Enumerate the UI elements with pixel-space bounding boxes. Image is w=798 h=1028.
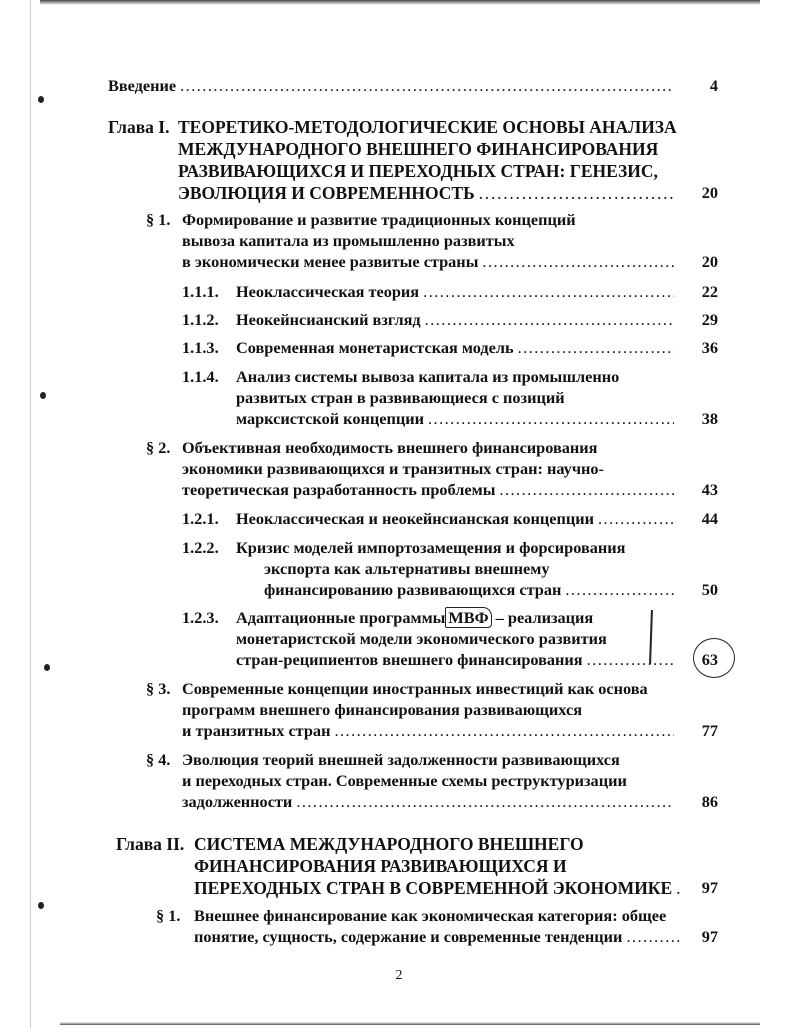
subsection-label: 1.2.3. (182, 608, 219, 627)
toc-page-number: 43 (701, 480, 718, 499)
toc-page-number: 22 (701, 282, 718, 301)
chapter-title-line: МЕЖДУНАРОДНОГО ВНЕШНЕГО ФИНАНСИРОВАНИЯ (178, 139, 659, 159)
toc-page-number: 44 (701, 509, 718, 528)
section-label: § 3. (146, 679, 171, 698)
subsection-label: 1.1.4. (182, 367, 219, 386)
leader-dots (565, 579, 674, 600)
leader-dots (479, 182, 674, 204)
section-title-line: и переходных стран. Современные схемы реструктуризации (182, 771, 627, 790)
chapter-title-line: ФИНАНСИРОВАНИЯ РАЗВИВАЮЩИХСЯ И (194, 856, 567, 876)
toc-page-number: 29 (701, 310, 718, 329)
toc-page-number: 4 (709, 76, 718, 95)
leader-dots (499, 479, 674, 500)
subsection-title-line: монетаристской модели экономического развития (236, 629, 607, 648)
page-number-footer: 2 (395, 968, 403, 983)
section-title-line: Формирование и развитие традиционных концепций (182, 210, 576, 229)
subsection-title-line: – реализация (495, 608, 594, 627)
subsection-title-line: Неоклассическая теория (236, 282, 420, 301)
subsection-label: 1.1.1. (182, 282, 219, 301)
chapter-title-line: РАЗВИВАЮЩИХСЯ И ПЕРЕХОДНЫХ СТРАН: ГЕНЕЗИС, (178, 161, 658, 181)
section-label: § 4. (146, 750, 171, 769)
leader-dots (334, 720, 674, 741)
subsection-label: 1.1.3. (182, 338, 219, 357)
toc-entry-intro (108, 75, 718, 96)
leader-dots (587, 649, 674, 670)
leader-dots (518, 337, 674, 358)
subsection-title-line: экспорта как альтернативы внешнему (264, 559, 550, 578)
subsection-title-line: Кризис моделей импортозамещения и форсирования (236, 538, 626, 557)
subsection-title-line: Современная монетаристская модель (236, 338, 514, 357)
section-title-line: Объективная необходимость внешнего финансирования (182, 438, 598, 457)
subsection-title-line: Неокейнсианский взгляд (236, 310, 421, 329)
subsection-label: 1.1.2. (182, 310, 219, 329)
subsection-title-line: финансированию развивающихся стран (264, 580, 562, 599)
subsection-title-line: Неоклассическая и неокейнсианская концепции (236, 509, 594, 528)
leader-dots (626, 926, 682, 947)
chapter-title-line: ЭВОЛЮЦИЯ И СОВРЕМЕННОСТЬ (178, 183, 475, 203)
subsection-title-line: стран-реципиентов внешнего финансирования (236, 650, 583, 669)
toc-page-number: 97 (701, 927, 718, 946)
section-title-line: и транзитных стран (182, 721, 331, 740)
section-title-line: экономики развивающихся и транзитных стран: научно- (182, 459, 604, 478)
scan-top-edge (40, 0, 760, 5)
section-label: § 1. (146, 210, 171, 229)
leader-dots (425, 309, 674, 330)
margin-speck (38, 96, 44, 103)
section-label: § 1. (156, 906, 181, 925)
section-title-line: Эволюция теорий внешней задолженности развивающихся (182, 750, 620, 769)
handwritten-box-annotation: МВФ (445, 607, 491, 628)
section-title-line: задолженности (182, 792, 293, 811)
subsection-title-line: развитых стран в развивающиеся с позиций (236, 388, 565, 407)
subsection-title-line: марксистской концепции (236, 409, 424, 428)
margin-speck (40, 392, 46, 399)
leader-dots (428, 408, 674, 429)
chapter-label: Глава I. (108, 117, 170, 137)
toc-page-number: 77 (701, 721, 718, 740)
leader-dots (180, 75, 672, 96)
section-title-line: Внешнее финансирование как экономическая категория: общее (194, 906, 667, 925)
toc-page-number: 86 (701, 792, 718, 811)
chapter-title-line: ПЕРЕХОДНЫХ СТРАН В СОВРЕМЕННОЙ ЭКОНОМИКЕ (194, 878, 673, 898)
toc-page-number: 50 (701, 580, 718, 599)
section-label: § 2. (146, 438, 171, 457)
subsection-label: 1.2.1. (182, 509, 219, 528)
leader-dots (296, 791, 674, 812)
chapter-label: Глава II. (116, 834, 185, 854)
toc-title: Введение (108, 76, 177, 95)
margin-speck (38, 902, 44, 909)
handwritten-circle-annotation (693, 638, 735, 678)
scan-bottom-edge (60, 1022, 760, 1025)
section-title-line: программ внешнего финансирования развивающихся (182, 700, 583, 719)
subsection-label: 1.2.2. (182, 538, 219, 557)
toc-page-number: 38 (701, 409, 718, 428)
section-title-line: вывоза капитала из промышленно развитых (182, 231, 515, 250)
leader-dots (482, 251, 674, 272)
section-title-line: в экономически менее развитые страны (182, 252, 479, 271)
scan-margin-line (30, 0, 31, 1028)
leader-dots (598, 508, 674, 529)
toc-page-number: 36 (701, 338, 718, 357)
toc-page-number: 20 (701, 252, 718, 271)
chapter-title-line: ТЕОРЕТИКО-МЕТОДОЛОГИЧЕСКИЕ ОСНОВЫ АНАЛИЗА (178, 117, 677, 137)
toc-page-number: 63 (701, 650, 718, 669)
toc-page-number: 97 (701, 878, 718, 897)
leader-dots (423, 281, 674, 302)
chapter-title-line: СИСТЕМА МЕЖДУНАРОДНОГО ВНЕШНЕГО (194, 834, 584, 854)
section-title-line: теоретическая разработанность проблемы (182, 480, 496, 499)
section-title-line: понятие, сущность, содержание и современные тенденции (194, 927, 623, 946)
margin-speck (44, 664, 50, 671)
toc-page-number: 20 (701, 183, 718, 202)
subsection-title-line: Анализ системы вывоза капитала из промышленно (236, 367, 620, 386)
section-title-line: Современные концепции иностранных инвестиций как основа (182, 679, 648, 698)
subsection-title-line: Адаптационные программы (236, 608, 446, 627)
